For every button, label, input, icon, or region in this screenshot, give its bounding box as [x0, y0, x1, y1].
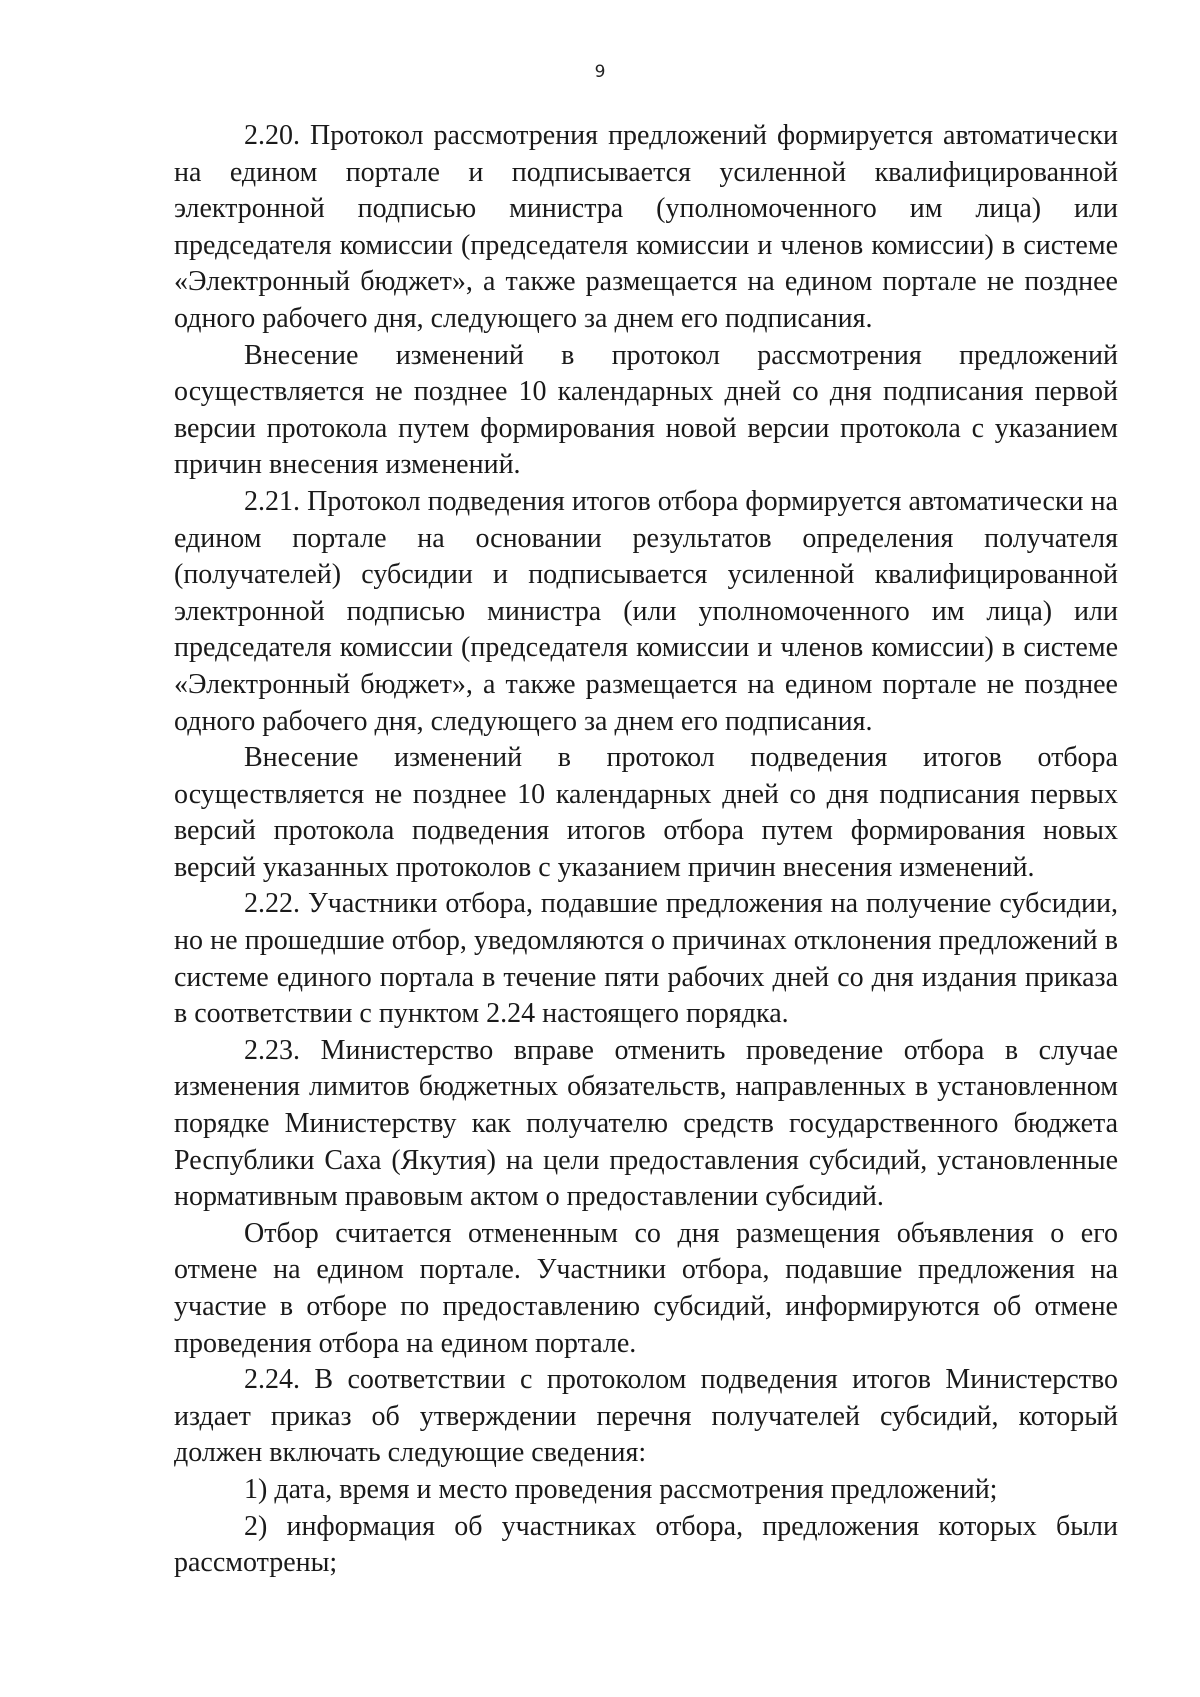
list-item-2: 2) информация об участниках отбора, предложения которых были рассмотрены; — [174, 1510, 1118, 1579]
paragraph-2-23: 2.23. Министерство вправе отменить проведение отбора в случае изменения лимитов бюджетных обязательств, направленных в установленном порядке Министерству как получателю средств государственного бюджета Республики Саха (Якутия) на цели предоставления субсидий, установленные нормативным правовым актом о предоставлении субсидий. — [174, 1034, 1118, 1213]
paragraph-2-21-amendments: Внесение изменений в протокол подведения итогов отбора осуществляется не позднее 10 календарных дней со дня подписания первых версий протокола подведения итогов отбора путем формирования новых версий указанных протоколов с указанием причин внесения изменений. — [174, 742, 1118, 883]
paragraph-2-20: 2.20. Протокол рассмотрения предложений формируется автоматически на едином портале и подписывается усиленной квалифицированной электронной подписью министра (уполномоченного им лица) или председателя комиссии (председателя комиссии и членов комиссии) в системе «Электронный бюджет», а также размещается на едином портале не позднее одного рабочего дня, следующего за днем его подписания. — [174, 120, 1118, 334]
page-number: 9 — [594, 62, 606, 82]
list-item-1: 1) дата, время и место проведения рассмотрения предложений; — [244, 1473, 998, 1505]
paragraph-2-20-amendments: Внесение изменений в протокол рассмотрения предложений осуществляется не позднее 10 календарных дней со дня подписания первой версии протокола путем формирования новой версии протокола с указанием причин внесения изменений. — [174, 339, 1118, 481]
paragraph-2-24: 2.24. В соответствии с протоколом подведения итогов Министерство издает приказ об утверждении перечня получателей субсидий, который должен включать следующие сведения: — [174, 1364, 1118, 1469]
paragraph-2-21: 2.21. Протокол подведения итогов отбора формируется автоматически на едином портале на основании результатов определения получателя (получателей) субсидии и подписывается усиленной квалифицированной электронной подписью министра (или уполномоченного им лица) или председателя комиссии (председателя комиссии и членов комиссии) в системе «Электронный бюджет», а также размещается на едином портале не позднее одного рабочего дня, следующего за днем его подписания. — [174, 485, 1118, 737]
paragraph-2-22: 2.22. Участники отбора, подавшие предложения на получение субсидии, но не прошедшие отбор, уведомляются о причинах отклонения предложений в системе единого портала в течение пяти рабочих дней со дня издания приказа в соответствии с пунктом 2.24 настоящего порядка. — [174, 888, 1118, 1030]
document-body — [174, 118, 1118, 1582]
paragraph-2-23-cancellation: Отбор считается отмененным со дня размещения объявления о его отмене на едином портале. Участники отбора, подавшие предложения на участие в отборе по предоставлению субсидий, информируются об отмене проведения отбора на едином портале. — [174, 1217, 1118, 1359]
